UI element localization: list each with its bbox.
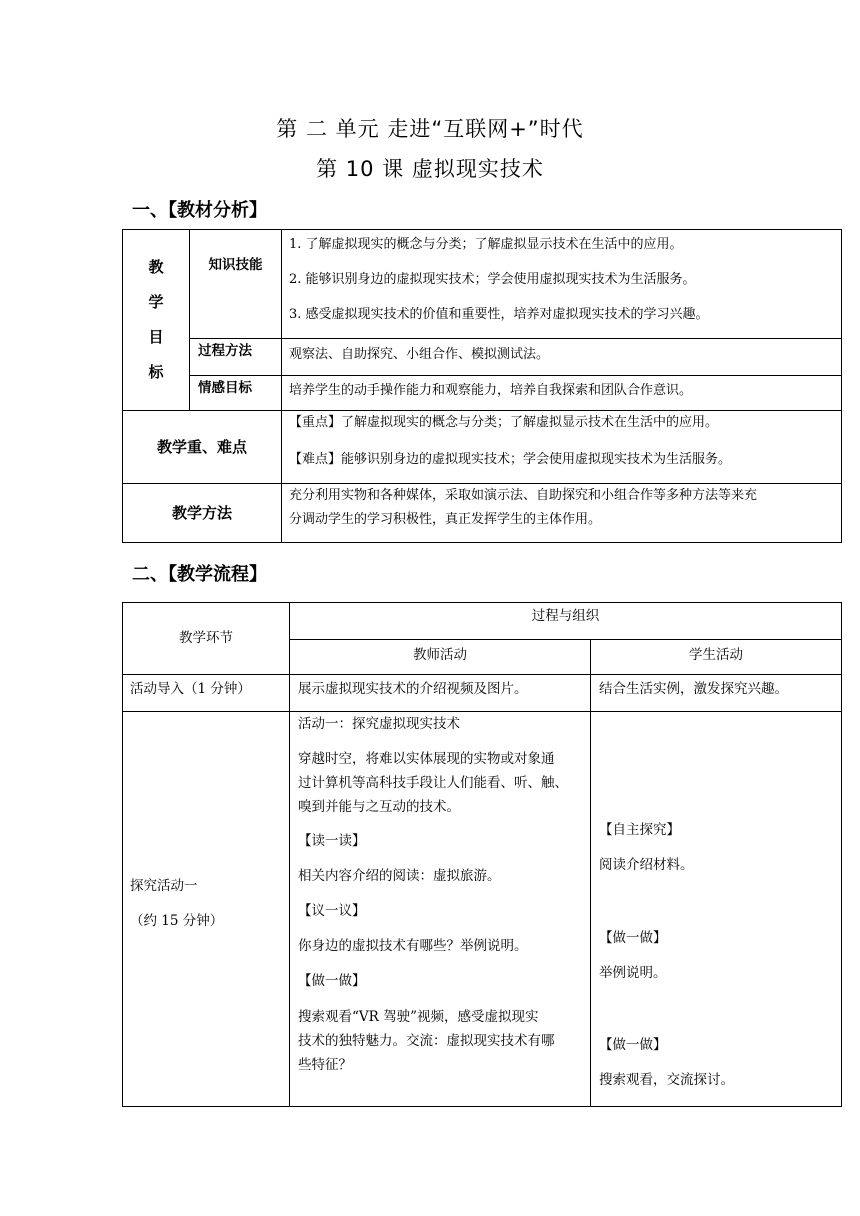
method-label: 教学方法: [123, 484, 282, 543]
col-student-header: 学生活动: [591, 640, 842, 675]
method-cell: [282, 484, 842, 543]
knowledge-label: 知识技能: [208, 257, 263, 274]
knowledge-item: 2. 能够识别身边的虚拟现实技术；学会使用虚拟现实技术为生活服务。: [289, 272, 696, 287]
student-line: 【自主探究】: [599, 822, 680, 838]
teacher-line: 活动一：探究虚拟现实技术: [298, 716, 460, 732]
teacher-line: 【做一做】: [298, 973, 366, 989]
row2-stage-cell: [123, 712, 290, 1107]
objectives-label-cell: [123, 230, 190, 411]
row2-student-cell: [591, 712, 842, 1107]
student-line: 阅读介绍材料。: [599, 857, 694, 873]
knowledge-items-cell: [282, 230, 842, 339]
flow-table: [122, 602, 842, 1107]
analysis-table: [122, 229, 842, 543]
objectives-label: 教 学 目 标: [148, 258, 164, 381]
emotion-text: 培养学生的动手操作能力和观察能力，培养自我探索和团队合作意识。: [282, 376, 842, 411]
col-process-header: 过程与组织: [290, 603, 842, 640]
teacher-line: 穿越时空，将难以实体展现的实物或对象通: [298, 751, 555, 767]
student-line: 举例说明。: [599, 965, 667, 981]
row2-stage: 探究活动一: [130, 878, 198, 894]
row2-stage-time: （约 15 分钟）: [130, 913, 224, 929]
process-label: 过程方法: [190, 339, 282, 376]
emotion-label: 情感目标: [190, 376, 282, 411]
knowledge-item: 3. 感受虚拟现实技术的价值和重要性，培养对虚拟现实技术的学习兴趣。: [289, 307, 709, 322]
unit-title: 第 二 单元 走进“互联网+”时代: [276, 117, 584, 141]
teacher-line: 你身边的虚拟技术有哪些？举例说明。: [298, 938, 528, 954]
keypoints-label: 教学重、难点: [123, 411, 282, 484]
section1-heading: 一、【教材分析】: [132, 200, 267, 221]
teacher-line: 嗅到并能与之互动的技术。: [298, 799, 460, 815]
teacher-line: 技术的独特魅力。交流：虚拟现实技术有哪: [298, 1033, 555, 1049]
process-text: 观察法、自助探究、小组合作、模拟测试法。: [282, 339, 842, 376]
col-teacher-header: 教师活动: [290, 640, 591, 675]
lesson-title: 第 10 课 虚拟现实技术: [316, 157, 544, 181]
row1-student: 结合生活实例，激发探究兴趣。: [591, 675, 842, 712]
teacher-line: 些特征？: [298, 1057, 352, 1073]
row2-teacher-cell: [290, 712, 591, 1107]
student-line: 【做一做】: [599, 930, 667, 946]
col-stage-header: 教学环节: [123, 603, 290, 675]
student-line: 【做一做】: [599, 1037, 667, 1053]
teacher-line: 相关内容介绍的阅读：虚拟旅游。: [298, 868, 501, 884]
method-line: 充分利用实物和各种媒体，采取如演示法、自助探究和小组合作等多种方法等来充: [289, 488, 758, 503]
section2-heading: 二、【教学流程】: [132, 564, 267, 585]
teacher-line: 【议一议】: [298, 903, 366, 919]
student-line: 搜索观看，交流探讨。: [599, 1072, 734, 1088]
row1-stage: 活动导入（1 分钟）: [123, 675, 290, 712]
key-point: 【重点】了解虚拟现实的概念与分类；了解虚拟显示技术在生活中的应用。: [289, 415, 719, 430]
knowledge-label-cell: [190, 230, 282, 339]
knowledge-item: 1. 了解虚拟现实的概念与分类；了解虚拟显示技术在生活中的应用。: [289, 237, 683, 252]
teacher-line: 过计算机等高科技手段让人们能看、听、触、: [298, 775, 568, 791]
teacher-line: 【读一读】: [298, 833, 366, 849]
row1-teacher: 展示虚拟现实技术的介绍视频及图片。: [290, 675, 591, 712]
method-line: 分调动学生的学习积极性，真正发挥学生的主体作用。: [289, 512, 602, 527]
difficult-point: 【难点】能够识别身边的虚拟现实技术；学会使用虚拟现实技术为生活服务。: [289, 452, 732, 467]
teacher-line: 搜索观看“VR 驾驶”视频，感受虚拟现实: [298, 1009, 539, 1025]
keypoints-cell: [282, 411, 842, 484]
